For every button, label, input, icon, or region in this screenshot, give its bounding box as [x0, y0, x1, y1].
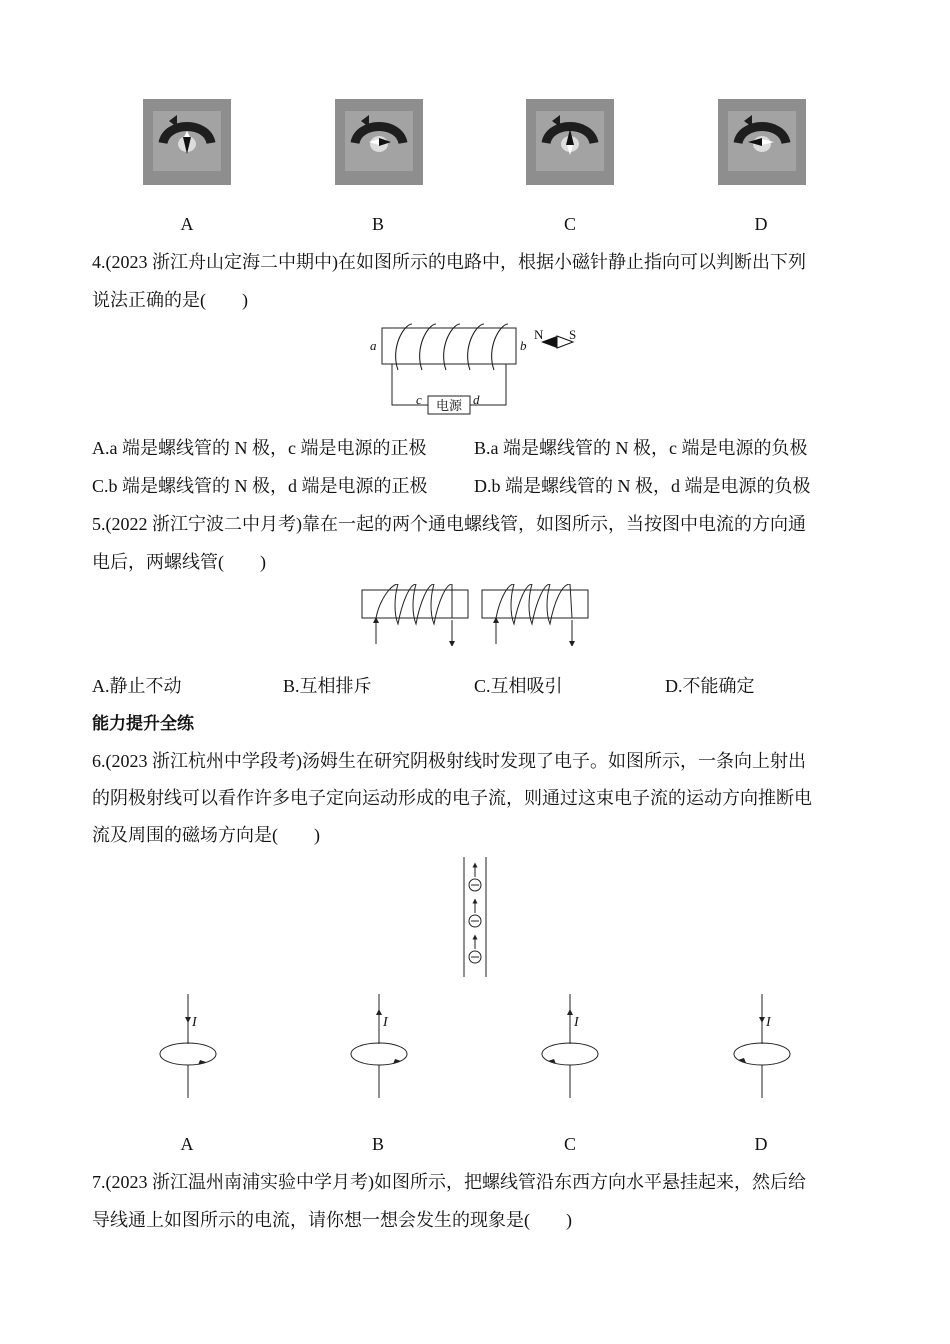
- q4-option-c: C.b 端是螺线管的 N 极，d 端是电源的正极: [92, 476, 428, 496]
- needle-s-label: S: [569, 327, 577, 342]
- q5-option-b: B.互相排斥: [283, 676, 372, 696]
- q4-option-a: A.a 端是螺线管的 N 极，c 端是电源的正极: [92, 438, 427, 458]
- current-label-a: I: [192, 1015, 197, 1030]
- q6-option-c-figure: [530, 992, 610, 1100]
- terminal-c-label: c: [416, 392, 422, 407]
- power-source-label: 电源: [435, 399, 463, 414]
- q6-option-a-figure: [148, 992, 228, 1100]
- q6-stem-line1: 6.(2023 浙江杭州中学段考)汤姆生在研究阴极射线时发现了电子。如图所示，一条向上射出: [92, 751, 806, 771]
- q4-circuit-figure: [360, 318, 600, 422]
- current-label-d: I: [766, 1015, 771, 1030]
- current-label-c: I: [574, 1015, 579, 1030]
- q6-option-b-figure: [339, 992, 419, 1100]
- q5-option-c: C.互相吸引: [474, 676, 563, 696]
- terminal-d-label: d: [473, 392, 480, 407]
- q4-stem-line2: 说法正确的是( ): [92, 290, 248, 310]
- q5-stem-line1: 5.(2022 浙江宁波二中月考)靠在一起的两个通电螺线管，如图所示，当按图中电流的方向通: [92, 514, 806, 534]
- electron-beam-figure: [460, 855, 490, 979]
- q7-stem-line1: 7.(2023 浙江温州南浦实验中学月考)如图所示，把螺线管沿东西方向水平悬挂起来，然后给: [92, 1172, 806, 1192]
- q3-option-label-b: B: [371, 214, 384, 234]
- q3-option-label-a: A: [180, 214, 194, 234]
- q4-stem-line1: 4.(2023 浙江舟山定海二中期中)在如图所示的电路中，根据小磁针静止指向可以判断出下列: [92, 252, 806, 272]
- q5-solenoids-figure: [358, 584, 594, 646]
- option-b-compass-photo: [335, 99, 423, 185]
- q4-option-d: D.b 端是螺线管的 N 极，d 端是电源的负极: [474, 476, 811, 496]
- q3-option-label-d: D: [754, 214, 768, 234]
- needle-n-label: N: [534, 327, 544, 342]
- end-b-label: b: [520, 338, 527, 353]
- q5-option-d: D.不能确定: [665, 676, 755, 696]
- q7-stem-line2: 导线通上如图所示的电流，请你想一想会发生的现象是( ): [92, 1210, 572, 1230]
- q5-stem-line2: 电后，两螺线管( ): [92, 552, 266, 572]
- option-a-compass-photo: [143, 99, 231, 185]
- q6-option-label-b: B: [371, 1134, 384, 1154]
- q6-option-label-c: C: [563, 1134, 576, 1154]
- current-label-b: I: [383, 1015, 388, 1030]
- q6-stem-line3: 流及周围的磁场方向是( ): [92, 825, 320, 845]
- q5-option-a: A.静止不动: [92, 676, 182, 696]
- q6-stem-line2: 的阴极射线可以看作许多电子定向运动形成的电子流，则通过这束电子流的运动方向推断电: [92, 788, 812, 808]
- end-a-label: a: [370, 338, 377, 353]
- q4-option-b: B.a 端是螺线管的 N 极，c 端是电源的负极: [474, 438, 808, 458]
- q6-option-label-d: D: [754, 1134, 768, 1154]
- section-title: 能力提升全练: [92, 714, 194, 734]
- compass-needle-north: [541, 336, 557, 348]
- option-c-compass-photo: [526, 99, 614, 185]
- q6-option-label-a: A: [180, 1134, 194, 1154]
- option-d-compass-photo: [718, 99, 806, 185]
- q6-option-d-figure: [722, 992, 802, 1100]
- q3-option-label-c: C: [563, 214, 576, 234]
